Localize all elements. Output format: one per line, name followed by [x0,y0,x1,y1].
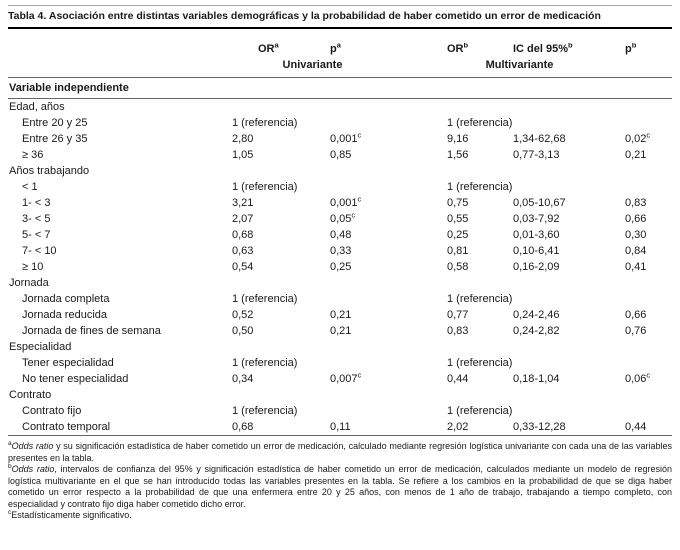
table-row [8,227,672,243]
table-row [8,419,672,435]
cell-p-multi: 0,84 [625,245,647,257]
cell-or-multi: 0,55 [447,213,469,225]
cell-or-univ: 0,34 [232,373,254,385]
cell-ci [513,291,625,307]
table-row-group [8,99,672,115]
table-row [8,131,672,147]
cell-or-univ: 1 (referencia) [232,405,298,417]
cell-or-multi: 0,44 [447,373,469,385]
cell-or-multi: 0,75 [447,197,469,209]
cell-ci [513,355,625,371]
row-group-label: Edad, años [9,101,65,113]
cell-p-multi: 0,83 [625,197,647,209]
cell-p-univ: 0,25 [330,261,352,273]
cell-or-univ: 1 (referencia) [232,293,298,305]
cell-or-multi: 1 (referencia) [447,181,513,193]
footnote-b: $^b$Odds ratio, intervalos de confianza del 95% y significación estadística de haber cometido un error de medicación, calculados mediante un modelo de regresión logística multivariante en el que se han introducido todas las variables presentes en la tabla. Se refiere a los cambios en la probabilidad de que se diga haber cometido un error respecto a la probabilidad de que una enfermera entre 20 y 25 años, con menos de 1 año de trabajo, trabajando a tiempo completo, con especialidad y contrato fijo diga haber cometido dicho error. [8,463,672,509]
cell-p-univ [330,115,447,131]
footnote-marker: c [8,509,12,516]
row-group-label: Jornada [9,277,49,289]
span-header-row [8,55,672,77]
col-header-p-multivariate: $p^b$ [625,43,637,55]
table-row [8,211,672,227]
row-group-label: Contrato [9,389,52,401]
cell-p-multi [625,115,672,131]
cell-or-univ: 2,07 [232,213,254,225]
cell-or-multi: 0,77 [447,309,469,321]
cell-p-univ: 0,001$^c$ [330,131,362,145]
cell-p-multi: 0,41 [625,261,647,273]
cell-or-multi: 1 (referencia) [447,405,513,417]
cell-p-univ: 0,21 [330,309,352,321]
cell-p-multi: 0,21 [625,149,647,161]
cell-or-univ: 3,21 [232,197,254,209]
cell-ci: 1,34-62,68 [513,133,566,145]
table-title [8,6,672,27]
cell-or-univ: 1 (referencia) [232,181,298,193]
row-label: No tener especialidad [22,373,129,385]
table-row [8,147,672,163]
col-header-p-univariate: $p^a$ [330,43,341,55]
row-label: Entre 26 y 35 [22,133,88,145]
cell-ci: 0,03-7,92 [513,213,560,225]
row-label: Jornada completa [22,293,110,305]
section-header: Variable independiente [9,82,129,94]
row-label: Entre 20 y 25 [22,117,88,129]
cell-or-multi: 0,58 [447,261,469,273]
univariate-span-header: Univariante [282,59,343,71]
cell-or-multi: 1 (referencia) [447,357,513,369]
table-title-text: Asociación entre distintas variables demográficas y la probabilidad de haber cometido un error de medicación [48,10,601,22]
table-row [8,307,672,323]
footnote-c: $^c$Estadísticamente significativo. [8,509,132,520]
cell-p-univ: 0,05$^c$ [330,211,356,225]
cell-or-univ: 0,52 [232,309,254,321]
cell-p-multi: 0,66 [625,213,647,225]
cell-p-univ: 0,85 [330,149,352,161]
footnotes [8,436,672,522]
cell-or-multi: 9,16 [447,133,469,145]
cell-p-multi [625,291,672,307]
row-label: Tener especialidad [22,357,114,369]
cell-or-univ: 1 (referencia) [232,357,298,369]
cell-or-univ: 0,68 [232,421,254,433]
row-label: Jornada de fines de semana [22,325,161,337]
cell-or-multi: 2,02 [447,421,469,433]
cell-ci: 0,16-2,09 [513,261,560,273]
row-label: ≥ 10 [22,261,44,273]
cell-or-univ: 0,63 [232,245,254,257]
row-label: Contrato fijo [22,405,82,417]
multivariate-span-header: Multivariante [485,59,554,71]
cell-or-multi: 1 (referencia) [447,117,513,129]
cell-ci: 0,33-12,28 [513,421,566,433]
table-row [8,259,672,275]
cell-or-univ: 1,05 [232,149,254,161]
cell-ci [513,115,625,131]
table-row [8,403,672,419]
cell-or-multi: 1,56 [447,149,469,161]
cell-ci: 0,24-2,82 [513,325,560,337]
cell-p-univ [330,179,447,195]
table-row [8,179,672,195]
cell-or-multi: 0,81 [447,245,469,257]
col-header-or-univariate: $OR^a$ [258,43,279,55]
cell-p-univ: 0,48 [330,229,352,241]
cell-p-univ: 0,001$^c$ [330,195,362,209]
cell-p-univ: 0,21 [330,325,352,337]
row-label: 5- < 7 [22,229,51,241]
cell-p-multi: 0,30 [625,229,647,241]
col-header-or-multivariate: $OR^b$ [447,43,469,55]
row-label: Jornada reducida [22,309,108,321]
footnote-marker: a [8,440,12,447]
cell-ci: 0,05-10,67 [513,197,566,209]
table-number: Tabla 4. [8,10,47,22]
cell-p-univ [330,355,447,371]
cell-p-multi: 0,66 [625,309,647,321]
cell-p-univ [330,403,447,419]
footnote-marker: b [8,463,12,470]
cell-p-multi [625,403,672,419]
cell-or-multi: 0,25 [447,229,469,241]
cell-ci: 0,01-3,60 [513,229,560,241]
row-label: Contrato temporal [22,421,111,433]
cell-p-multi: 0,76 [625,325,647,337]
row-group-label: Años trabajando [9,165,90,177]
row-label: ≥ 36 [22,149,44,161]
row-label: 1- < 3 [22,197,51,209]
row-label: 3- < 5 [22,213,51,225]
row-group-label: Especialidad [9,341,72,353]
table-row [8,243,672,259]
table-row [8,355,672,371]
table-row [8,195,672,211]
cell-ci: 0,18-1,04 [513,373,560,385]
cell-or-multi: 0,83 [447,325,469,337]
column-header-row [8,29,672,55]
cell-or-univ: 0,68 [232,229,254,241]
cell-p-multi: 0,44 [625,421,647,433]
cell-ci: 0,24-2,46 [513,309,560,321]
cell-p-multi [625,179,672,195]
cell-p-univ [330,291,447,307]
table-row-group [8,163,672,179]
table-row [8,371,672,387]
cell-p-multi [625,355,672,371]
table-row [8,323,672,339]
cell-ci: 0,10-6,41 [513,245,560,257]
cell-p-univ: 0,007$^c$ [330,371,362,385]
table-row [8,115,672,131]
table-row-group [8,387,672,403]
table-row [8,291,672,307]
cell-p-multi: 0,06$^c$ [625,371,651,385]
footnote-a: $^a$Odds ratio y su significación estadística de haber cometido un error de medicación, calculado mediante regresión logística univariante con cada una de las variables presentes en la tabla. [8,440,672,463]
spacer-cell [8,43,232,55]
col-header-ci: IC del 95%$^b$ [513,43,573,55]
cell-or-multi: 1 (referencia) [447,293,513,305]
row-label: < 1 [22,181,38,193]
cell-or-univ: 1 (referencia) [232,117,298,129]
cell-or-univ: 2,80 [232,133,254,145]
cell-p-univ: 0,33 [330,245,352,257]
cell-ci: 0,77-3,13 [513,149,560,161]
table-row-group [8,275,672,291]
cell-ci [513,403,625,419]
row-label: 7- < 10 [22,245,57,257]
table-row-group [8,339,672,355]
cell-ci [513,179,625,195]
cell-p-multi: 0,02$^c$ [625,131,651,145]
cell-or-univ: 0,50 [232,325,254,337]
cell-p-univ: 0,11 [330,421,351,433]
cell-or-univ: 0,54 [232,261,254,273]
